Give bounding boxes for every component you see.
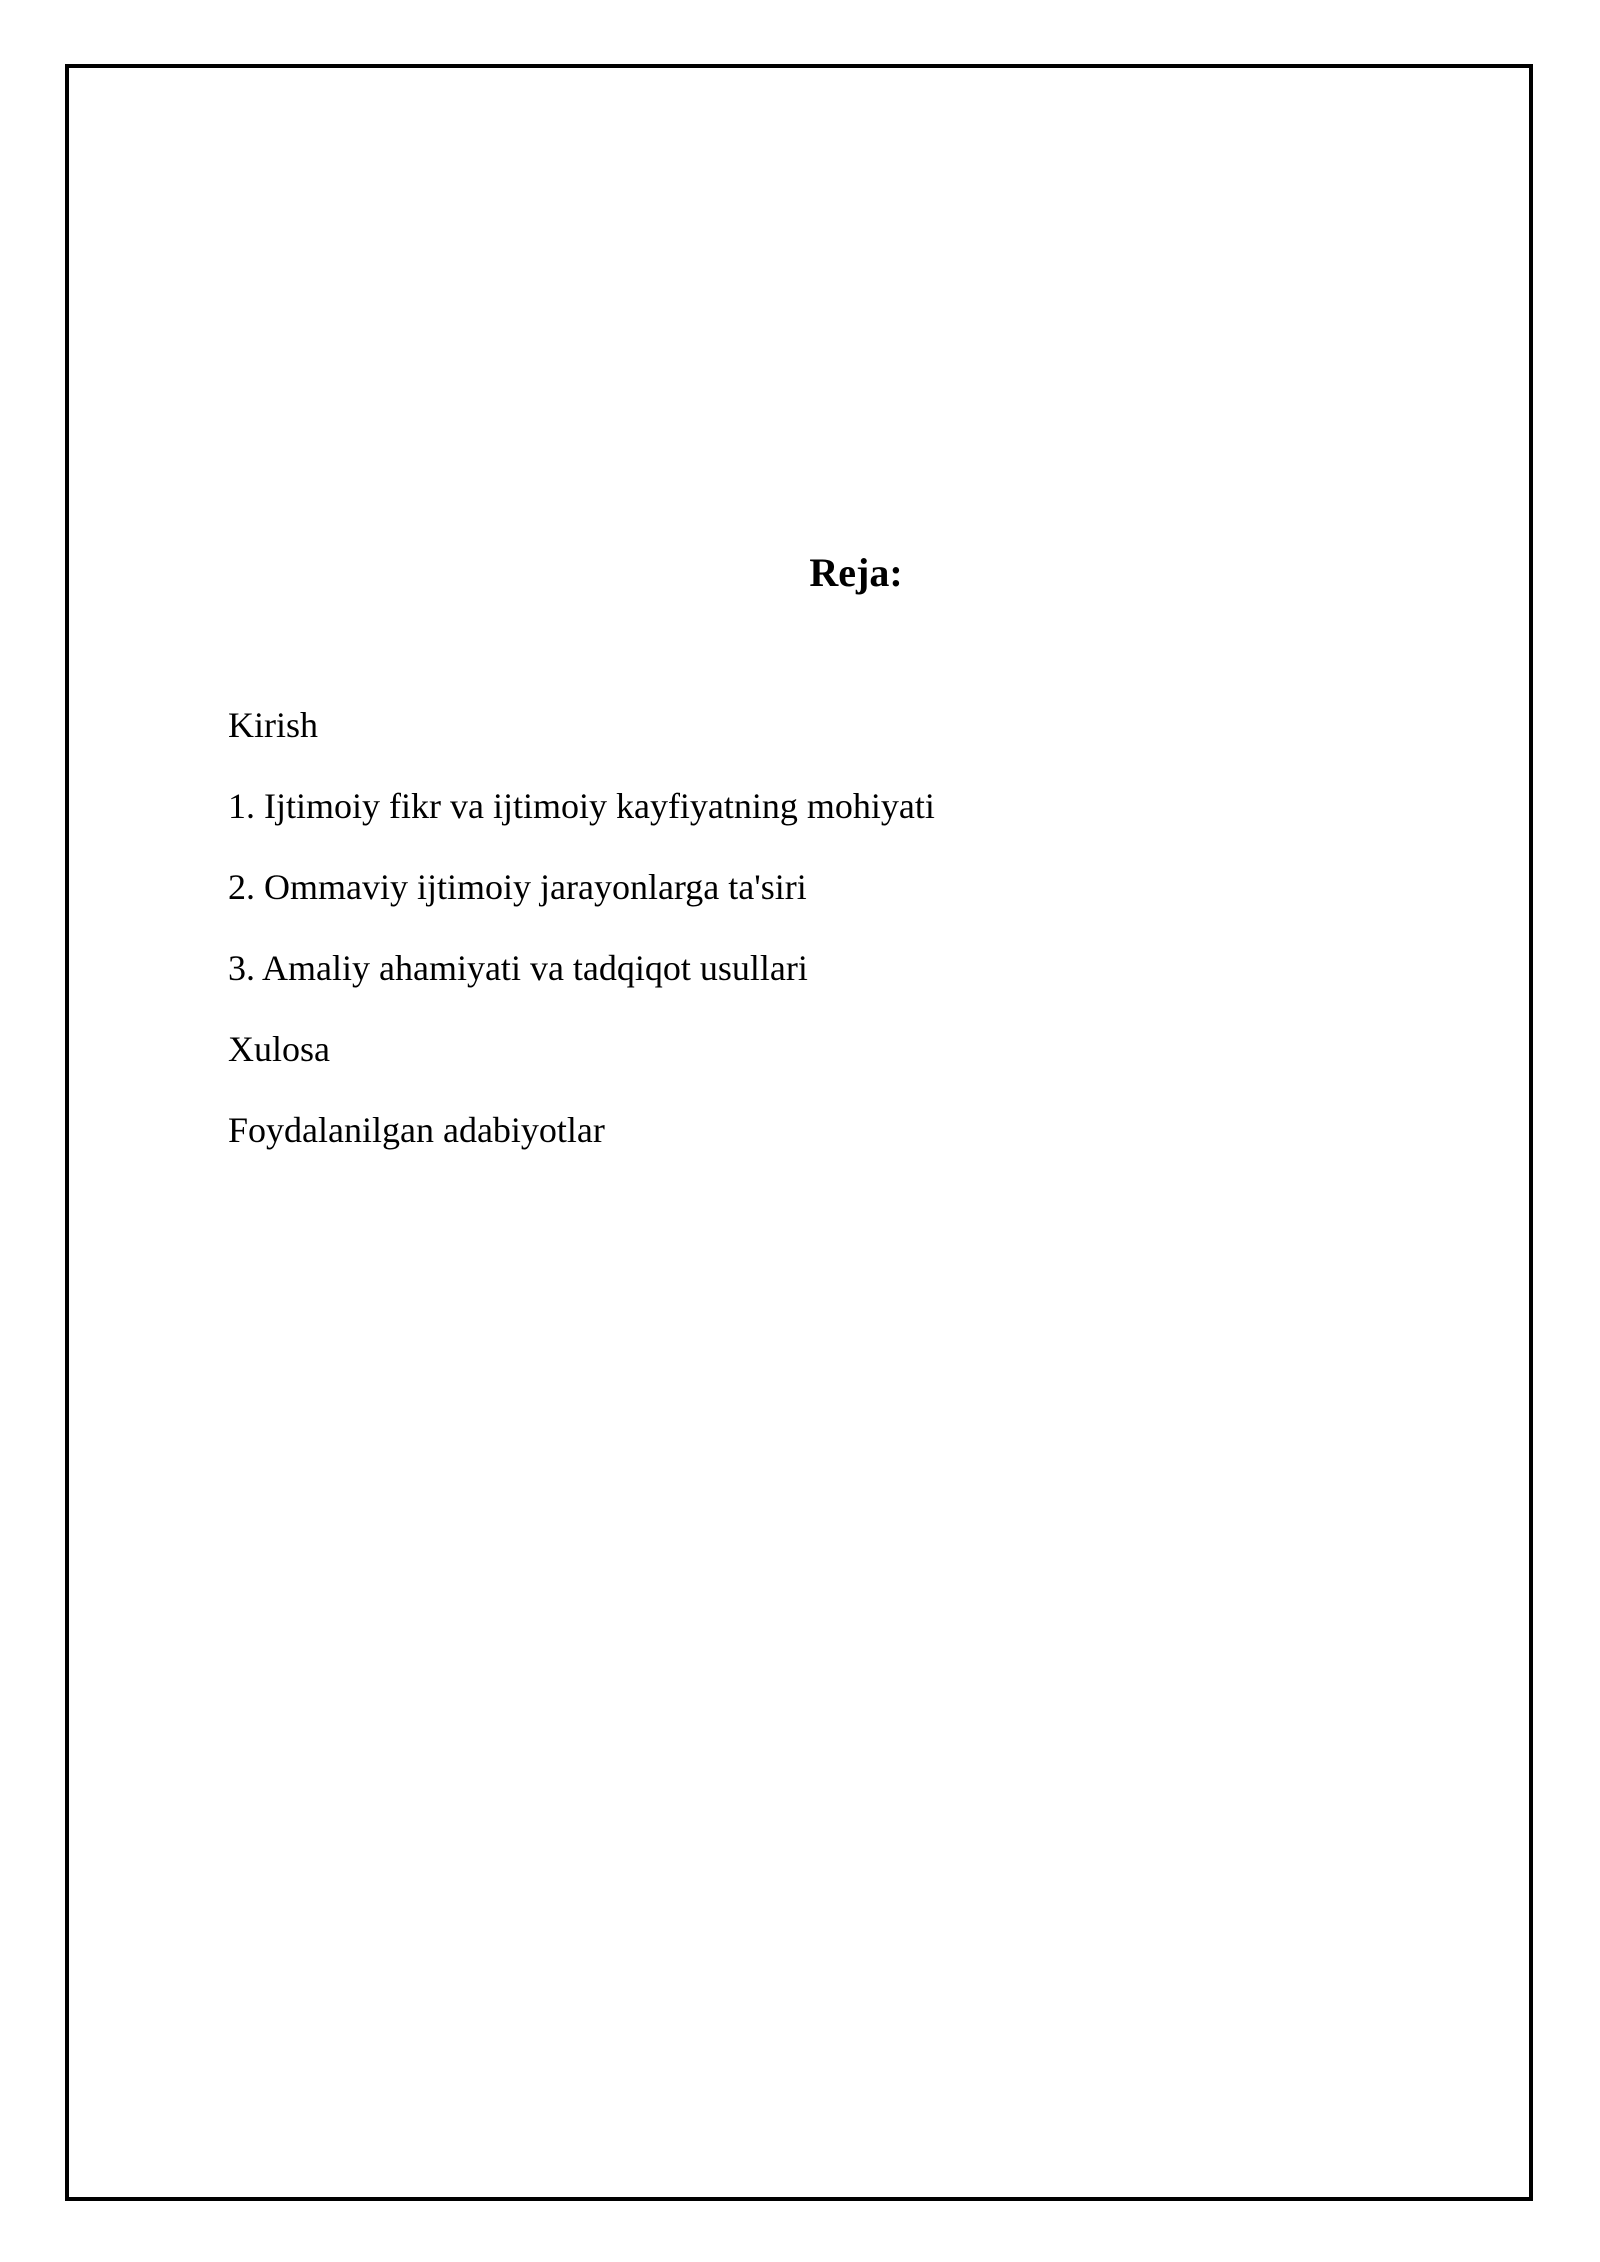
plan-item-conclusion: Xulosa (228, 1029, 330, 1069)
plan-item-introduction: Kirish (228, 705, 318, 745)
plan-item-references: Foydalanilgan adabiyotlar (228, 1110, 605, 1150)
plan-item-2: 2. Ommaviy ijtimoiy jarayonlarga ta'siri (228, 867, 807, 907)
plan-item-3: 3. Amaliy ahamiyati va tadqiqot usullari (228, 948, 808, 988)
plan-item-1: 1. Ijtimoiy fikr va ijtimoiy kayfiyatning mohiyati (228, 786, 935, 826)
plan-list (228, 699, 935, 1185)
plan-title: Reja: (809, 550, 903, 595)
